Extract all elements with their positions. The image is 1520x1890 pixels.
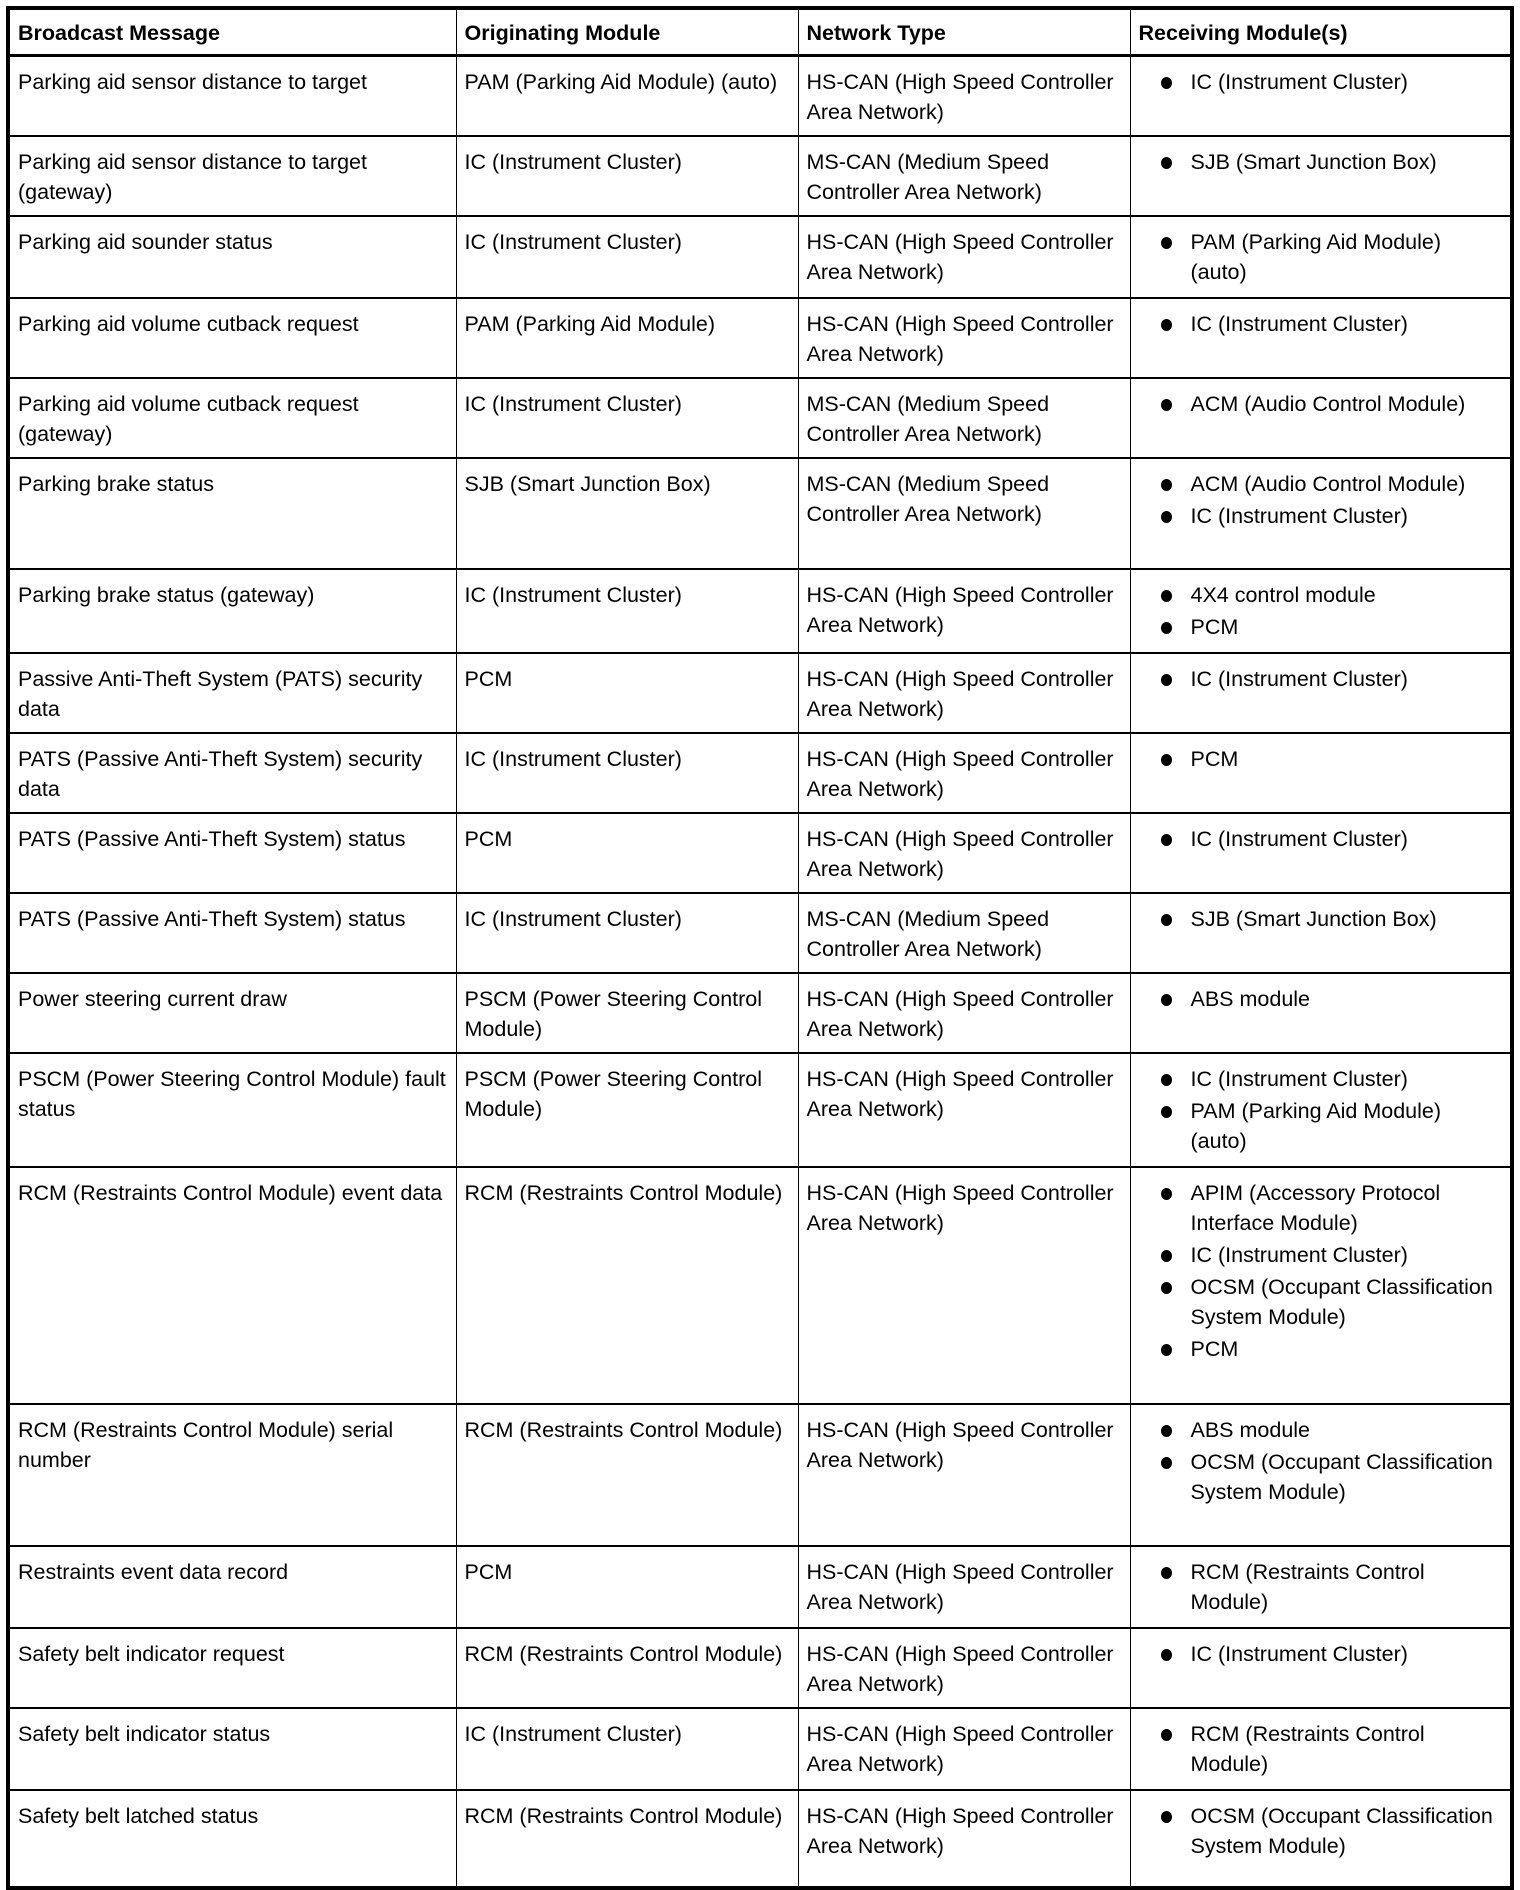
receiving-module-label: ABS module <box>1190 987 1311 1011</box>
receiving-modules-list <box>1139 469 1503 531</box>
list-item <box>1161 309 1503 339</box>
broadcast-message-cell: Parking aid sounder status <box>8 216 456 298</box>
table-body <box>8 56 1512 1889</box>
table-row <box>8 136 1512 216</box>
broadcast-message-cell: Safety belt latched status <box>8 1790 456 1888</box>
receiving-module-label: IC (Instrument Cluster) <box>1190 1642 1408 1666</box>
receiving-module-label: SJB (Smart Junction Box) <box>1190 907 1437 931</box>
table-row <box>8 216 1512 298</box>
bullet-icon <box>1161 399 1172 411</box>
table-row <box>8 653 1512 733</box>
receiving-modules-cell <box>1130 1053 1512 1167</box>
bullet-icon <box>1161 1811 1172 1823</box>
list-item <box>1161 984 1503 1014</box>
list-item <box>1161 389 1503 419</box>
broadcast-message-cell: Parking aid volume cutback request (gateway) <box>8 378 456 458</box>
receiving-module-label: SJB (Smart Junction Box) <box>1190 150 1437 174</box>
broadcast-message-cell: PATS (Passive Anti-Theft System) status <box>8 893 456 973</box>
receiving-modules-cell <box>1130 1167 1512 1404</box>
table-row <box>8 1708 1512 1790</box>
list-item <box>1161 824 1503 854</box>
network-type-cell: HS-CAN (High Speed Controller Area Network) <box>798 653 1130 733</box>
bullet-icon <box>1161 1649 1172 1661</box>
network-type-cell: HS-CAN (High Speed Controller Area Network) <box>798 1546 1130 1628</box>
bullet-icon <box>1161 914 1172 926</box>
table-row <box>8 378 1512 458</box>
receiving-modules-list <box>1139 1719 1503 1779</box>
network-type-cell: HS-CAN (High Speed Controller Area Network) <box>798 1628 1130 1708</box>
table-row <box>8 1628 1512 1708</box>
table-row <box>8 1546 1512 1628</box>
list-item <box>1161 1334 1503 1364</box>
receiving-modules-list <box>1139 824 1503 854</box>
originating-module-cell: PCM <box>456 1546 798 1628</box>
list-item <box>1161 1639 1503 1669</box>
table-row <box>8 813 1512 893</box>
originating-module-cell: RCM (Restraints Control Module) <box>456 1167 798 1404</box>
network-type-cell: HS-CAN (High Speed Controller Area Network) <box>798 298 1130 378</box>
receiving-modules-list <box>1139 904 1503 934</box>
receiving-module-label: RCM (Restraints Control Module) <box>1190 1560 1425 1614</box>
bullet-icon <box>1161 1344 1172 1356</box>
originating-module-cell: RCM (Restraints Control Module) <box>456 1790 798 1888</box>
list-item <box>1161 1447 1503 1507</box>
table-row <box>8 1790 1512 1888</box>
receiving-modules-cell <box>1130 1708 1512 1790</box>
receiving-module-label: IC (Instrument Cluster) <box>1190 70 1408 94</box>
list-item <box>1161 469 1503 499</box>
bullet-icon <box>1161 479 1172 491</box>
originating-module-cell: PCM <box>456 653 798 733</box>
receiving-modules-list <box>1139 67 1503 97</box>
originating-module-cell: PSCM (Power Steering Control Module) <box>456 973 798 1053</box>
receiving-module-label: ABS module <box>1190 1418 1311 1442</box>
list-item <box>1161 501 1503 531</box>
table-row <box>8 298 1512 378</box>
receiving-modules-list <box>1139 1415 1503 1507</box>
list-item <box>1161 147 1503 177</box>
table-row <box>8 56 1512 137</box>
table-row <box>8 893 1512 973</box>
bullet-icon <box>1161 994 1172 1006</box>
list-item <box>1161 1415 1503 1445</box>
header-network-type: Network Type <box>798 8 1130 56</box>
list-item <box>1161 580 1503 610</box>
receiving-modules-cell <box>1130 458 1512 569</box>
receiving-modules-cell <box>1130 1628 1512 1708</box>
broadcast-message-cell: Safety belt indicator status <box>8 1708 456 1790</box>
table-row <box>8 458 1512 569</box>
originating-module-cell: RCM (Restraints Control Module) <box>456 1404 798 1546</box>
table-row <box>8 1053 1512 1167</box>
bullet-icon <box>1161 237 1172 249</box>
receiving-modules-cell <box>1130 136 1512 216</box>
receiving-modules-list <box>1139 389 1503 419</box>
bullet-icon <box>1161 1188 1172 1200</box>
bullet-icon <box>1161 674 1172 686</box>
network-type-cell: MS-CAN (Medium Speed Controller Area Network) <box>798 458 1130 569</box>
receiving-module-label: PCM <box>1190 1337 1239 1361</box>
network-type-cell: HS-CAN (High Speed Controller Area Network) <box>798 1053 1130 1167</box>
originating-module-cell: PSCM (Power Steering Control Module) <box>456 1053 798 1167</box>
broadcast-message-cell: RCM (Restraints Control Module) event data <box>8 1167 456 1404</box>
receiving-modules-list <box>1139 1801 1503 1861</box>
bullet-icon <box>1161 1074 1172 1086</box>
receiving-modules-list <box>1139 1178 1503 1364</box>
receiving-modules-cell <box>1130 56 1512 137</box>
receiving-modules-list <box>1139 309 1503 339</box>
broadcast-message-cell: Parking aid volume cutback request <box>8 298 456 378</box>
network-type-cell: HS-CAN (High Speed Controller Area Network) <box>798 1404 1130 1546</box>
network-type-cell: HS-CAN (High Speed Controller Area Network) <box>798 733 1130 813</box>
header-originating-module: Originating Module <box>456 8 798 56</box>
originating-module-cell: IC (Instrument Cluster) <box>456 136 798 216</box>
receiving-module-label: IC (Instrument Cluster) <box>1190 504 1408 528</box>
receiving-module-label: IC (Instrument Cluster) <box>1190 1067 1408 1091</box>
bullet-icon <box>1161 622 1172 634</box>
bullet-icon <box>1161 590 1172 602</box>
receiving-modules-cell <box>1130 813 1512 893</box>
list-item <box>1161 612 1503 642</box>
network-type-cell: HS-CAN (High Speed Controller Area Network) <box>798 813 1130 893</box>
originating-module-cell: SJB (Smart Junction Box) <box>456 458 798 569</box>
receiving-module-label: IC (Instrument Cluster) <box>1190 667 1408 691</box>
receiving-modules-list <box>1139 227 1503 287</box>
originating-module-cell: IC (Instrument Cluster) <box>456 1708 798 1790</box>
network-type-cell: HS-CAN (High Speed Controller Area Network) <box>798 1167 1130 1404</box>
broadcast-message-cell: Power steering current draw <box>8 973 456 1053</box>
receiving-module-label: ACM (Audio Control Module) <box>1190 392 1466 416</box>
network-type-cell: MS-CAN (Medium Speed Controller Area Network) <box>798 893 1130 973</box>
receiving-modules-cell <box>1130 653 1512 733</box>
broadcast-message-cell: Parking aid sensor distance to target <box>18 70 367 94</box>
broadcast-message-cell: Passive Anti-Theft System (PATS) security data <box>8 653 456 733</box>
broadcast-message-table <box>6 6 1514 1890</box>
table-row <box>8 569 1512 653</box>
list-item <box>1161 904 1503 934</box>
network-type-cell: HS-CAN (High Speed Controller Area Network) <box>798 1708 1130 1790</box>
receiving-module-label: 4X4 control module <box>1190 583 1376 607</box>
bullet-icon <box>1161 511 1172 523</box>
receiving-module-label: OCSM (Occupant Classification System Module) <box>1190 1275 1493 1329</box>
receiving-modules-cell <box>1130 378 1512 458</box>
list-item <box>1161 744 1503 774</box>
receiving-modules-cell <box>1130 733 1512 813</box>
network-type-cell: HS-CAN (High Speed Controller Area Network) <box>798 1790 1130 1888</box>
receiving-modules-list <box>1139 744 1503 774</box>
table-header-row <box>8 8 1512 56</box>
list-item <box>1161 67 1503 97</box>
bullet-icon <box>1161 1106 1172 1118</box>
table-row <box>8 1167 1512 1404</box>
receiving-modules-list <box>1139 1639 1503 1669</box>
receiving-module-label: IC (Instrument Cluster) <box>1190 827 1408 851</box>
list-item <box>1161 664 1503 694</box>
receiving-modules-cell <box>1130 216 1512 298</box>
bullet-icon <box>1161 157 1172 169</box>
receiving-module-label: PAM (Parking Aid Module) (auto) <box>1190 230 1442 284</box>
broadcast-message-cell: PATS (Passive Anti-Theft System) status <box>8 813 456 893</box>
network-type-cell: MS-CAN (Medium Speed Controller Area Network) <box>798 378 1130 458</box>
broadcast-message-cell: PATS (Passive Anti-Theft System) security data <box>8 733 456 813</box>
receiving-modules-list <box>1139 580 1503 642</box>
network-type-cell: HS-CAN (High Speed Controller Area Network) <box>798 56 1130 137</box>
broadcast-message-cell: Parking aid sensor distance to target (gateway) <box>8 136 456 216</box>
list-item <box>1161 1178 1503 1238</box>
list-item <box>1161 1272 1503 1332</box>
receiving-modules-cell <box>1130 1546 1512 1628</box>
header-receiving-modules: Receiving Module(s) <box>1130 8 1512 56</box>
receiving-modules-cell <box>1130 973 1512 1053</box>
bullet-icon <box>1161 1425 1172 1437</box>
originating-module-cell: IC (Instrument Cluster) <box>456 378 798 458</box>
receiving-modules-list <box>1139 984 1503 1014</box>
receiving-module-label: PCM <box>1190 615 1239 639</box>
receiving-modules-list <box>1139 1557 1503 1617</box>
header-broadcast-message: Broadcast Message <box>8 8 456 56</box>
network-type-cell: HS-CAN (High Speed Controller Area Network) <box>798 216 1130 298</box>
originating-module-cell: PCM <box>456 813 798 893</box>
broadcast-message-cell: RCM (Restraints Control Module) serial number <box>8 1404 456 1546</box>
originating-module-cell: PAM (Parking Aid Module) <box>456 298 798 378</box>
bullet-icon <box>1161 1457 1172 1469</box>
receiving-module-label: ACM (Audio Control Module) <box>1190 472 1466 496</box>
network-type-cell: HS-CAN (High Speed Controller Area Network) <box>798 973 1130 1053</box>
originating-module-cell: IC (Instrument Cluster) <box>456 893 798 973</box>
receiving-modules-list <box>1139 664 1503 694</box>
broadcast-message-cell: Parking brake status <box>8 458 456 569</box>
receiving-module-label: IC (Instrument Cluster) <box>1190 312 1408 336</box>
network-type-cell: HS-CAN (High Speed Controller Area Network) <box>798 569 1130 653</box>
broadcast-message-cell: PSCM (Power Steering Control Module) fault status <box>8 1053 456 1167</box>
list-item <box>1161 1557 1503 1617</box>
table-row <box>8 973 1512 1053</box>
receiving-module-label: RCM (Restraints Control Module) <box>1190 1722 1425 1776</box>
broadcast-message-cell: Safety belt indicator request <box>8 1628 456 1708</box>
table-row <box>8 733 1512 813</box>
receiving-modules-cell <box>1130 569 1512 653</box>
receiving-module-label: OCSM (Occupant Classification System Module) <box>1190 1804 1493 1858</box>
originating-module-cell: PAM (Parking Aid Module) (auto) <box>456 56 798 137</box>
receiving-modules-list <box>1139 1064 1503 1156</box>
receiving-modules-list <box>1139 147 1503 177</box>
bullet-icon <box>1161 319 1172 331</box>
receiving-modules-cell <box>1130 893 1512 973</box>
bullet-icon <box>1161 834 1172 846</box>
bullet-icon <box>1161 1729 1172 1741</box>
broadcast-message-cell: Parking brake status (gateway) <box>8 569 456 653</box>
receiving-module-label: OCSM (Occupant Classification System Module) <box>1190 1450 1493 1504</box>
receiving-modules-cell <box>1130 298 1512 378</box>
receiving-module-label: PAM (Parking Aid Module) (auto) <box>1190 1099 1442 1153</box>
list-item <box>1161 1064 1503 1094</box>
list-item <box>1161 1719 1503 1779</box>
receiving-module-label: PCM <box>1190 747 1239 771</box>
originating-module-cell: IC (Instrument Cluster) <box>456 569 798 653</box>
originating-module-cell: IC (Instrument Cluster) <box>456 733 798 813</box>
table-row <box>8 1404 1512 1546</box>
broadcast-message-cell: Restraints event data record <box>8 1546 456 1628</box>
list-item <box>1161 227 1503 287</box>
originating-module-cell: RCM (Restraints Control Module) <box>456 1628 798 1708</box>
network-type-cell: MS-CAN (Medium Speed Controller Area Network) <box>798 136 1130 216</box>
bullet-icon <box>1161 754 1172 766</box>
receiving-module-label: IC (Instrument Cluster) <box>1190 1243 1408 1267</box>
receiving-modules-cell <box>1130 1404 1512 1546</box>
list-item <box>1161 1801 1503 1861</box>
bullet-icon <box>1161 1250 1172 1262</box>
bullet-icon <box>1161 1282 1172 1294</box>
receiving-module-label: APIM (Accessory Protocol Interface Module) <box>1190 1181 1441 1235</box>
originating-module-cell: IC (Instrument Cluster) <box>456 216 798 298</box>
bullet-icon <box>1161 1567 1172 1579</box>
list-item <box>1161 1240 1503 1270</box>
list-item <box>1161 1096 1503 1156</box>
receiving-modules-cell <box>1130 1790 1512 1888</box>
bullet-icon <box>1161 77 1172 89</box>
